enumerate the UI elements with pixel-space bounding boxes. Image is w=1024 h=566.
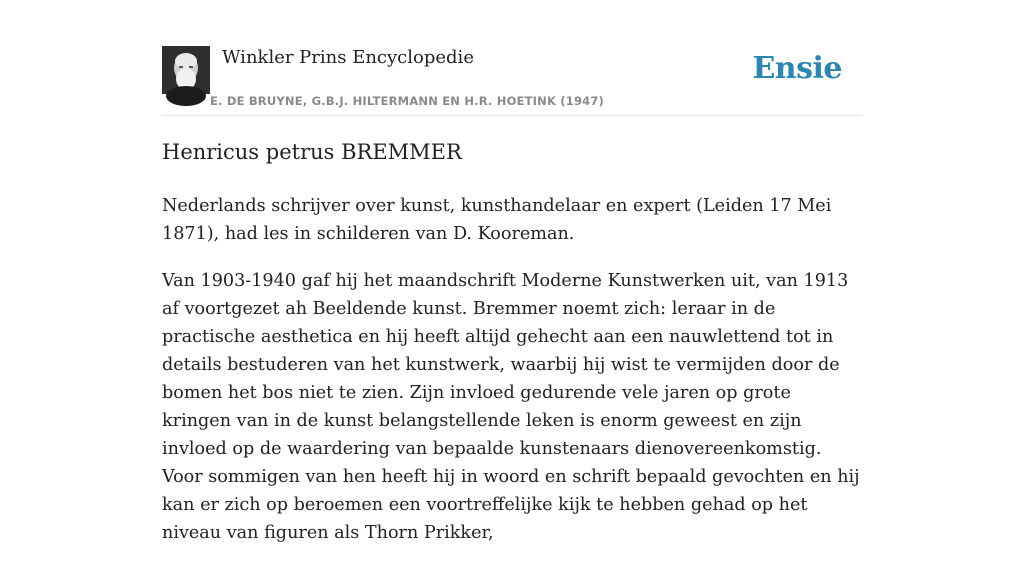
source-title[interactable]: Winkler Prins Encyclopedie <box>222 47 474 68</box>
article-paragraph: Nederlands schrijver over kunst, kunsthandelaar en expert (Leiden 17 Mei 1871), had les in schilderen van D. Kooreman. <box>162 196 832 244</box>
article-paragraph: Van 1903-1940 gaf hij het maandschrift Moderne Kunstwerken uit, van 1913 af voortgezet ah Beeldende kunst. Bremmer noemt zich: leraar in de practische aesthetica en hij heeft altijd gehecht aan een nauwlettend tot in details bestuderen van het kunstwerk, waarbij hij wist te vermijden door de bomen het bos niet te zien. Zijn invloed gedurende vele jaren op grote kringen van in de kunst belangstellende leken is enorm geweest en zijn invloed op de waardering van bepaalde kunstenaars dienovereenkomstig. Voor sommigen van hen heeft hij in woord en schrift bepaald gevochten en hij kan er zich op beroemen een voortreffelijke kijk te hebben gehad op het niveau van figuren als Thorn Prikker, <box>162 271 860 543</box>
article-body <box>162 192 862 566</box>
article-title: Henricus petrus BREMMER <box>162 140 462 164</box>
source-header <box>162 46 862 116</box>
source-authors: E. DE BRUYNE, G.B.J. HILTERMANN EN H.R. HOETINK (1947) <box>210 94 605 108</box>
ensie-logo[interactable]: Ensie <box>752 51 842 86</box>
portrait-icon <box>162 46 210 94</box>
author-avatar[interactable] <box>162 46 210 94</box>
